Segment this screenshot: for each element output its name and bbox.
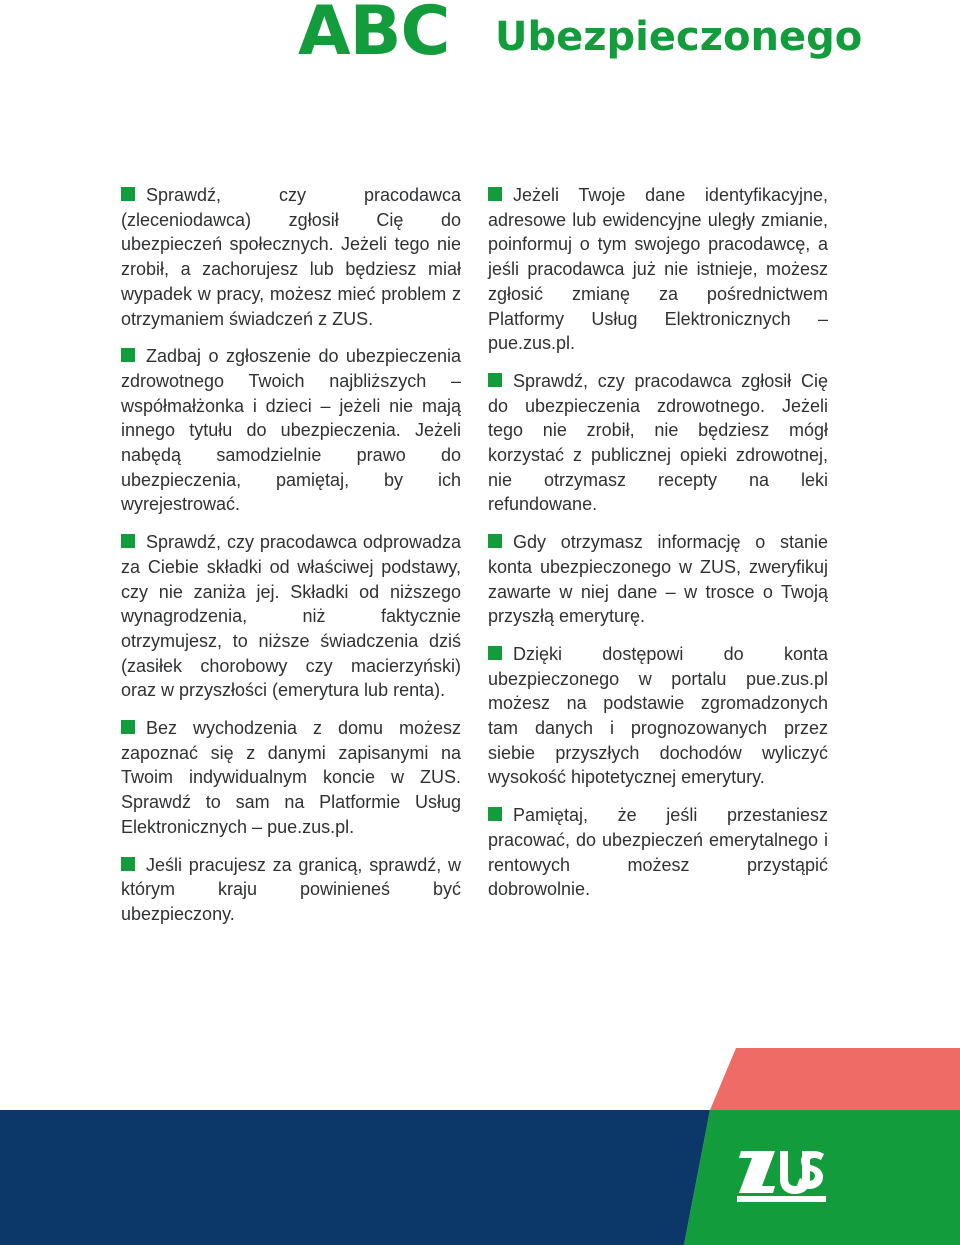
list-item [488,183,828,356]
item-text: Zadbaj o zgłoszenie do ubezpieczenia zdrowotnego Twoich najbliższych – współmałżonka i dzieci – jeżeli nie mają innego tytułu do ubezpieczenia. Jeżeli nabędą samodzielnie prawo do ubezpieczenia, pamiętaj, by ich wyrejestrować. [121,346,461,515]
title-ubezpieczonego: Ubezpieczonego [495,14,863,60]
navy-band [0,1110,710,1245]
right-column [488,183,828,915]
square-bullet-icon [121,534,135,548]
footer-band [0,1048,960,1245]
list-item [121,853,461,927]
square-bullet-icon [488,646,502,660]
square-bullet-icon [488,373,502,387]
square-bullet-icon [121,187,135,201]
square-bullet-icon [488,187,502,201]
title-abc: ABC [298,0,450,71]
square-bullet-icon [488,807,502,821]
item-text: Jeżeli Twoje dane identyfikacyjne, adresowe lub ewidencyjne uległy zmianie, poinformuj o tym swojego pracodawcę, a jeśli pracodawca już nie istnieje, możesz zgłosić zmianę za pośrednictwem Platformy Usług Elektronicznych – pue.zus.pl. [488,185,828,354]
coral-stripe [710,1048,960,1110]
item-text: Jeśli pracujesz za granicą, sprawdź, w którym kraju powinieneś być ubezpieczony. [121,854,461,924]
item-text: Sprawdź, czy pracodawca odprowadza za Ciebie składki od właściwej podstawy, czy nie zaniża jej. Składki od niższego wynagrodzenia, niż faktycznie otrzymujesz, to niższe świadczenia dziś (zasiłek chorobowy czy macierzyński) oraz w przyszłości (emerytura lub renta). [121,532,461,701]
list-item [488,369,828,517]
list-item [488,803,828,902]
square-bullet-icon [121,857,135,871]
square-bullet-icon [488,534,502,548]
list-item [121,183,461,331]
item-text: Pamiętaj, że jeśli przestaniesz pracować, do ubezpieczeń emerytalnego i rentowych możesz przystąpić dobrowolnie. [488,805,828,900]
item-text: Dzięki dostępowi do konta ubezpieczonego w portalu pue.zus.pl możesz na podstawie zgromadzonych tam danych i prognozowanych przez siebie przyszłych dochodów wyliczyć wysokość hipotetycznej emerytury. [488,643,828,788]
item-text: Gdy otrzymasz informację o stanie konta ubezpieczonego w ZUS, zweryfikuj zawarte w niej dane – w trosce o Twoją przyszłą emeryturę. [488,532,828,627]
square-bullet-icon [121,348,135,362]
list-item [121,530,461,703]
list-item [488,642,828,790]
footer-graphic [0,1048,960,1245]
left-column [121,183,461,940]
item-text: Sprawdź, czy pracodawca (zleceniodawca) zgłosił Cię do ubezpieczeń społecznych. Jeżeli tego nie zrobił, a zachorujesz lub będziesz miał wypadek w pracy, możesz mieć problem z otrzymaniem świadczeń z ZUS. [121,185,461,329]
page-header [0,0,960,80]
square-bullet-icon [121,720,135,734]
list-item [121,344,461,517]
item-text: Bez wychodzenia z domu możesz zapoznać się z danymi zapisanymi na Twoim indywidualnym koncie w ZUS. Sprawdź to sam na Platformie Usług Elektronicznych – pue.zus.pl. [121,718,461,837]
list-item [488,530,828,629]
list-item [121,716,461,840]
item-text: Sprawdź, czy pracodawca zgłosił Cię do ubezpieczenia zdrowotnego. Jeżeli tego nie zrobił, nie będziesz mógł korzystać z publicznej opieki zdrowotnej, nie otrzymasz recepty na leki refundowane. [488,370,828,515]
